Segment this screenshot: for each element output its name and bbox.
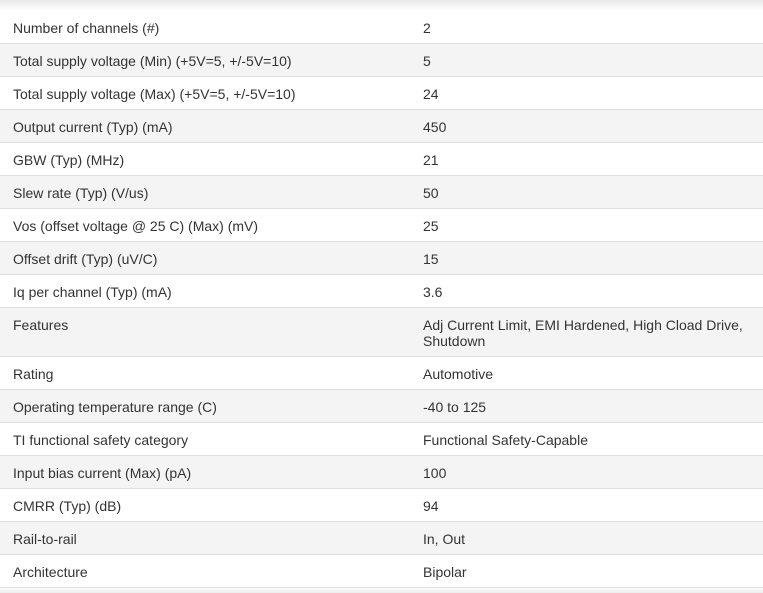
bottom-edge-shadow [0, 587, 763, 593]
spec-value: 94 [423, 498, 439, 514]
spec-row-output-current [0, 110, 763, 143]
spec-param: Operating temperature range (C) [0, 390, 410, 423]
spec-param: Vos (offset voltage @ 25 C) (Max) (mV) [13, 218, 259, 234]
spec-value: 21 [423, 152, 439, 168]
spec-value: Functional Safety-Capable [423, 432, 588, 448]
spec-row-cmrr [0, 489, 763, 522]
spec-param: Iq per channel (Typ) (mA) [13, 284, 172, 300]
spec-param: Total supply voltage (Max) (+5V=5, +/-5V=10) [13, 86, 296, 102]
spec-value: 100 [410, 456, 763, 489]
spec-value: Bipolar [423, 564, 467, 580]
spec-row-iq-per-channel [0, 275, 763, 308]
spec-value: 25 [423, 218, 439, 234]
specifications-table-body [0, 11, 763, 588]
spec-value: 2 [423, 20, 431, 36]
spec-row-input-bias-current [0, 456, 763, 489]
spec-param: Rating [13, 366, 54, 382]
spec-param: GBW (Typ) (MHz) [13, 152, 125, 168]
spec-param: CMRR (Typ) (dB) [13, 498, 122, 514]
spec-param: Architecture [13, 564, 88, 580]
spec-value: Adj Current Limit, EMI Hardened, High Cload Drive, Shutdown [410, 308, 763, 357]
spec-row-rail-to-rail [0, 522, 763, 555]
spec-row-functional-safety-category [0, 423, 763, 456]
spec-param: Rail-to-rail [0, 522, 410, 555]
spec-param: Output current (Typ) (mA) [0, 110, 410, 143]
spec-param: TI functional safety category [13, 432, 189, 448]
spec-row-number-of-channels [0, 11, 763, 44]
spec-row-rating [0, 357, 763, 390]
spec-param: Number of channels (#) [13, 20, 160, 36]
spec-value: 3.6 [423, 284, 443, 300]
spec-param: Input bias current (Max) (pA) [0, 456, 410, 489]
spec-row-total-supply-voltage-max [0, 77, 763, 110]
spec-value: 50 [410, 176, 763, 209]
spec-value: -40 to 125 [410, 390, 763, 423]
spec-param: Offset drift (Typ) (uV/C) [0, 242, 410, 275]
spec-value: Automotive [423, 366, 494, 382]
spec-param: Slew rate (Typ) (V/us) [0, 176, 410, 209]
spec-row-slew-rate [0, 176, 763, 209]
spec-row-vos [0, 209, 763, 242]
spec-row-architecture [0, 555, 763, 588]
spec-value: 5 [410, 44, 763, 77]
spec-value: 15 [410, 242, 763, 275]
spec-row-offset-drift [0, 242, 763, 275]
spec-row-total-supply-voltage-min [0, 44, 763, 77]
spec-value: 450 [410, 110, 763, 143]
spec-row-operating-temperature-range [0, 390, 763, 423]
specifications-table [0, 11, 763, 588]
spec-value: 24 [423, 86, 439, 102]
spec-row-gbw [0, 143, 763, 176]
spec-value: In, Out [410, 522, 763, 555]
spec-row-features [0, 308, 763, 357]
spec-param: Total supply voltage (Min) (+5V=5, +/-5V=10) [0, 44, 410, 77]
spec-param: Features [0, 308, 410, 357]
